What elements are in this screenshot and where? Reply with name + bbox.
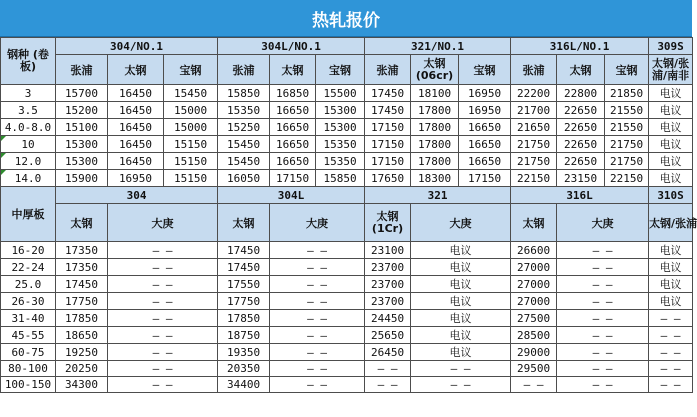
price-cell: 16050 xyxy=(218,170,270,187)
price-cell: 电议 xyxy=(649,119,693,136)
price-cell: 16650 xyxy=(459,119,511,136)
price-cell: 15150 xyxy=(164,153,218,170)
mill-header: 太钢 (06cr) xyxy=(411,55,459,85)
price-cell: 20350 xyxy=(218,361,270,377)
price-cell: 16650 xyxy=(459,136,511,153)
price-cell: 15300 xyxy=(56,153,108,170)
mill-header: 太钢 xyxy=(218,204,270,242)
price-cell: — — xyxy=(270,242,365,259)
grade-header: 304L/NO.1 xyxy=(218,38,365,55)
price-cell: 15150 xyxy=(164,170,218,187)
price-cell: 电议 xyxy=(649,102,693,119)
price-cell: 15150 xyxy=(164,136,218,153)
price-cell: 电议 xyxy=(411,242,511,259)
grade-header: 321 xyxy=(365,187,511,204)
price-cell: 17800 xyxy=(411,153,459,170)
thickness-cell: 80-100 xyxy=(1,361,56,377)
price-cell: 17350 xyxy=(56,242,108,259)
price-cell: — — xyxy=(270,344,365,361)
price-cell: 21650 xyxy=(511,119,557,136)
price-cell: 16650 xyxy=(270,153,316,170)
price-cell: 22200 xyxy=(511,85,557,102)
price-cell: 15500 xyxy=(316,85,365,102)
price-cell: 20250 xyxy=(56,361,108,377)
mill-header: 太钢/张浦/南非 xyxy=(649,55,693,85)
table-row xyxy=(1,327,693,344)
price-cell: 26450 xyxy=(365,344,411,361)
price-cell: 16650 xyxy=(270,119,316,136)
price-cell: 17750 xyxy=(56,293,108,310)
price-cell: 电议 xyxy=(411,259,511,276)
price-cell: 34400 xyxy=(218,377,270,393)
price-cell: 电议 xyxy=(649,85,693,102)
price-cell: — — xyxy=(649,344,693,361)
mill-header: 宝钢 xyxy=(316,55,365,85)
price-cell: 电议 xyxy=(649,276,693,293)
price-cell: — — xyxy=(108,310,218,327)
mill-header: 大庚 xyxy=(270,204,365,242)
mill-header: 宝钢 xyxy=(459,55,511,85)
thickness-cell: 26-30 xyxy=(1,293,56,310)
price-cell: — — xyxy=(270,361,365,377)
thickness-cell: 16-20 xyxy=(1,242,56,259)
price-cell: 15350 xyxy=(316,153,365,170)
mill-header: 大庚 xyxy=(411,204,511,242)
price-cell: 15700 xyxy=(56,85,108,102)
price-cell: 17150 xyxy=(365,136,411,153)
price-cell: 21750 xyxy=(605,153,649,170)
price-cell: — — xyxy=(411,377,511,393)
price-cell: 17350 xyxy=(56,259,108,276)
price-cell: 17450 xyxy=(365,85,411,102)
price-cell: 34300 xyxy=(56,377,108,393)
price-cell: 16950 xyxy=(459,85,511,102)
price-cell: 电议 xyxy=(649,259,693,276)
price-cell: 16950 xyxy=(108,170,164,187)
table-row xyxy=(1,276,693,293)
price-cell: 29500 xyxy=(511,361,557,377)
grade-header: 316L/NO.1 xyxy=(511,38,649,55)
table-row xyxy=(1,242,693,259)
price-cell: 17450 xyxy=(365,102,411,119)
thickness-cell: 22-24 xyxy=(1,259,56,276)
price-cell: 15300 xyxy=(56,136,108,153)
price-cell: 21850 xyxy=(605,85,649,102)
price-cell: — — xyxy=(557,276,649,293)
price-cell: 15300 xyxy=(316,119,365,136)
price-cell: 19250 xyxy=(56,344,108,361)
price-cell: 19350 xyxy=(218,344,270,361)
table-row xyxy=(1,102,693,119)
table-row xyxy=(1,85,693,102)
price-cell: 15450 xyxy=(164,85,218,102)
table-row xyxy=(1,170,693,187)
price-cell: — — xyxy=(270,327,365,344)
price-cell: 22650 xyxy=(557,153,605,170)
price-cell: 18650 xyxy=(56,327,108,344)
price-cell: — — xyxy=(557,344,649,361)
price-cell: 16950 xyxy=(459,102,511,119)
price-cell: 18100 xyxy=(411,85,459,102)
price-cell: — — xyxy=(270,377,365,393)
price-cell: — — xyxy=(649,377,693,393)
table-row xyxy=(1,259,693,276)
price-cell: 23150 xyxy=(557,170,605,187)
table-row xyxy=(1,153,693,170)
price-cell: — — xyxy=(270,259,365,276)
price-cell: 27500 xyxy=(511,310,557,327)
price-cell: 17450 xyxy=(56,276,108,293)
price-cell: — — xyxy=(649,327,693,344)
price-cell: 23700 xyxy=(365,293,411,310)
price-cell: 电议 xyxy=(411,310,511,327)
price-cell: 22800 xyxy=(557,85,605,102)
mill-header: 太钢 (1Cr) xyxy=(365,204,411,242)
price-cell: — — xyxy=(557,310,649,327)
grade-header: 304L xyxy=(218,187,365,204)
price-cell: 电议 xyxy=(411,293,511,310)
mill-header: 张浦 xyxy=(56,55,108,85)
price-cell: 25650 xyxy=(365,327,411,344)
price-cell: 15000 xyxy=(164,102,218,119)
price-cell: 电议 xyxy=(649,170,693,187)
price-cell: 15350 xyxy=(218,102,270,119)
thickness-cell: 3 xyxy=(1,85,56,102)
thickness-cell: 60-75 xyxy=(1,344,56,361)
price-cell: 22150 xyxy=(511,170,557,187)
grade-header: 304/NO.1 xyxy=(56,38,218,55)
price-cell: 电议 xyxy=(649,242,693,259)
mill-header: 太钢 xyxy=(56,204,108,242)
thickness-cell: 12.0 xyxy=(1,153,56,170)
price-cell: 18750 xyxy=(218,327,270,344)
corner-header-plate: 中厚板 xyxy=(1,187,56,242)
price-cell: 17800 xyxy=(411,136,459,153)
table-row xyxy=(1,136,693,153)
price-cell: — — xyxy=(557,361,649,377)
price-cell: 15100 xyxy=(56,119,108,136)
price-cell: 16650 xyxy=(270,136,316,153)
mill-header: 张浦 xyxy=(218,55,270,85)
price-cell: 17800 xyxy=(411,119,459,136)
grade-header: 304 xyxy=(56,187,218,204)
price-cell: 电议 xyxy=(411,276,511,293)
price-cell: 23700 xyxy=(365,259,411,276)
price-cell: 17450 xyxy=(218,242,270,259)
thickness-cell: 45-55 xyxy=(1,327,56,344)
price-cell: — — xyxy=(108,259,218,276)
price-cell: 15350 xyxy=(316,136,365,153)
table-row xyxy=(1,344,693,361)
price-cell: — — xyxy=(557,377,649,393)
mill-header: 宝钢 xyxy=(164,55,218,85)
price-cell: 21700 xyxy=(511,102,557,119)
price-cell: 22150 xyxy=(605,170,649,187)
mill-header: 张浦 xyxy=(365,55,411,85)
price-cell: — — xyxy=(108,327,218,344)
price-cell: 17550 xyxy=(218,276,270,293)
table-row xyxy=(1,310,693,327)
price-cell: 23700 xyxy=(365,276,411,293)
price-cell: — — xyxy=(365,377,411,393)
price-cell: — — xyxy=(511,377,557,393)
price-cell: — — xyxy=(108,293,218,310)
price-cell: 22650 xyxy=(557,136,605,153)
price-cell: 21750 xyxy=(605,136,649,153)
table-row xyxy=(1,361,693,377)
mill-header: 大庚 xyxy=(557,204,649,242)
mill-header: 太钢 xyxy=(511,204,557,242)
price-cell: — — xyxy=(270,276,365,293)
price-cell: 21750 xyxy=(511,153,557,170)
price-cell: 17650 xyxy=(365,170,411,187)
grade-header: 321/NO.1 xyxy=(365,38,511,55)
table-row xyxy=(1,377,693,393)
table-row xyxy=(1,119,693,136)
price-cell: 17150 xyxy=(270,170,316,187)
thickness-cell: 14.0 xyxy=(1,170,56,187)
price-cell: 15200 xyxy=(56,102,108,119)
sheet-title: 热轧报价 xyxy=(0,0,692,37)
mill-header: 大庚 xyxy=(108,204,218,242)
mill-header: 宝钢 xyxy=(605,55,649,85)
price-cell: 15300 xyxy=(316,102,365,119)
thickness-cell: 31-40 xyxy=(1,310,56,327)
price-cell: — — xyxy=(270,310,365,327)
thickness-cell: 100-150 xyxy=(1,377,56,393)
mill-header: 太钢 xyxy=(270,55,316,85)
price-cell: 17850 xyxy=(56,310,108,327)
price-cell: 15250 xyxy=(218,119,270,136)
price-cell: — — xyxy=(649,310,693,327)
price-cell: 16450 xyxy=(108,102,164,119)
price-cell: 27000 xyxy=(511,259,557,276)
price-cell: 17800 xyxy=(411,102,459,119)
price-cell: 15450 xyxy=(218,136,270,153)
price-cell: — — xyxy=(270,293,365,310)
price-cell: 16450 xyxy=(108,136,164,153)
price-cell: 15850 xyxy=(316,170,365,187)
price-cell: 电议 xyxy=(411,344,511,361)
price-cell: 17150 xyxy=(459,170,511,187)
mill-header: 张浦 xyxy=(511,55,557,85)
price-cell: 16850 xyxy=(270,85,316,102)
price-cell: 15000 xyxy=(164,119,218,136)
price-cell: 16650 xyxy=(459,153,511,170)
price-cell: 电议 xyxy=(649,136,693,153)
price-cell: 17850 xyxy=(218,310,270,327)
thickness-cell: 25.0 xyxy=(1,276,56,293)
price-cell: 28500 xyxy=(511,327,557,344)
price-cell: — — xyxy=(557,259,649,276)
price-cell: 17150 xyxy=(365,153,411,170)
price-cell: — — xyxy=(557,242,649,259)
price-cell: — — xyxy=(108,344,218,361)
price-cell: 电议 xyxy=(411,327,511,344)
thickness-cell: 4.0-8.0 xyxy=(1,119,56,136)
price-cell: 15900 xyxy=(56,170,108,187)
price-cell: — — xyxy=(365,361,411,377)
price-table xyxy=(0,37,697,393)
corner-header-coil: 钢种 (卷板) xyxy=(1,38,56,85)
price-cell: 电议 xyxy=(649,153,693,170)
price-cell: 22650 xyxy=(557,119,605,136)
price-cell: — — xyxy=(411,361,511,377)
price-cell: 22650 xyxy=(557,102,605,119)
grade-header: 309S xyxy=(649,38,693,55)
price-cell: 21550 xyxy=(605,102,649,119)
price-cell: 16450 xyxy=(108,119,164,136)
price-cell: 16450 xyxy=(108,85,164,102)
price-cell: 电议 xyxy=(649,293,693,310)
price-cell: — — xyxy=(557,327,649,344)
price-cell: 27000 xyxy=(511,293,557,310)
price-cell: 21550 xyxy=(605,119,649,136)
price-cell: 15850 xyxy=(218,85,270,102)
price-cell: 29000 xyxy=(511,344,557,361)
price-cell: 15450 xyxy=(218,153,270,170)
price-cell: 18300 xyxy=(411,170,459,187)
grade-header: 310S xyxy=(649,187,693,204)
thickness-cell: 10 xyxy=(1,136,56,153)
price-cell: 27000 xyxy=(511,276,557,293)
table-row xyxy=(1,293,693,310)
price-cell: 24450 xyxy=(365,310,411,327)
price-cell: 23100 xyxy=(365,242,411,259)
price-cell: 21750 xyxy=(511,136,557,153)
price-cell: — — xyxy=(108,377,218,393)
price-cell: — — xyxy=(108,242,218,259)
mill-header: 太钢 xyxy=(108,55,164,85)
mill-header: 太钢 xyxy=(557,55,605,85)
thickness-cell: 3.5 xyxy=(1,102,56,119)
price-cell: 17450 xyxy=(218,259,270,276)
price-cell: 16450 xyxy=(108,153,164,170)
price-cell: 17150 xyxy=(365,119,411,136)
price-cell: — — xyxy=(649,361,693,377)
mill-header: 太钢/张浦 xyxy=(649,204,693,242)
price-cell: — — xyxy=(557,293,649,310)
price-cell: 17750 xyxy=(218,293,270,310)
price-cell: — — xyxy=(108,361,218,377)
grade-header: 316L xyxy=(511,187,649,204)
price-cell: 26600 xyxy=(511,242,557,259)
price-cell: 16650 xyxy=(270,102,316,119)
price-cell: — — xyxy=(108,276,218,293)
